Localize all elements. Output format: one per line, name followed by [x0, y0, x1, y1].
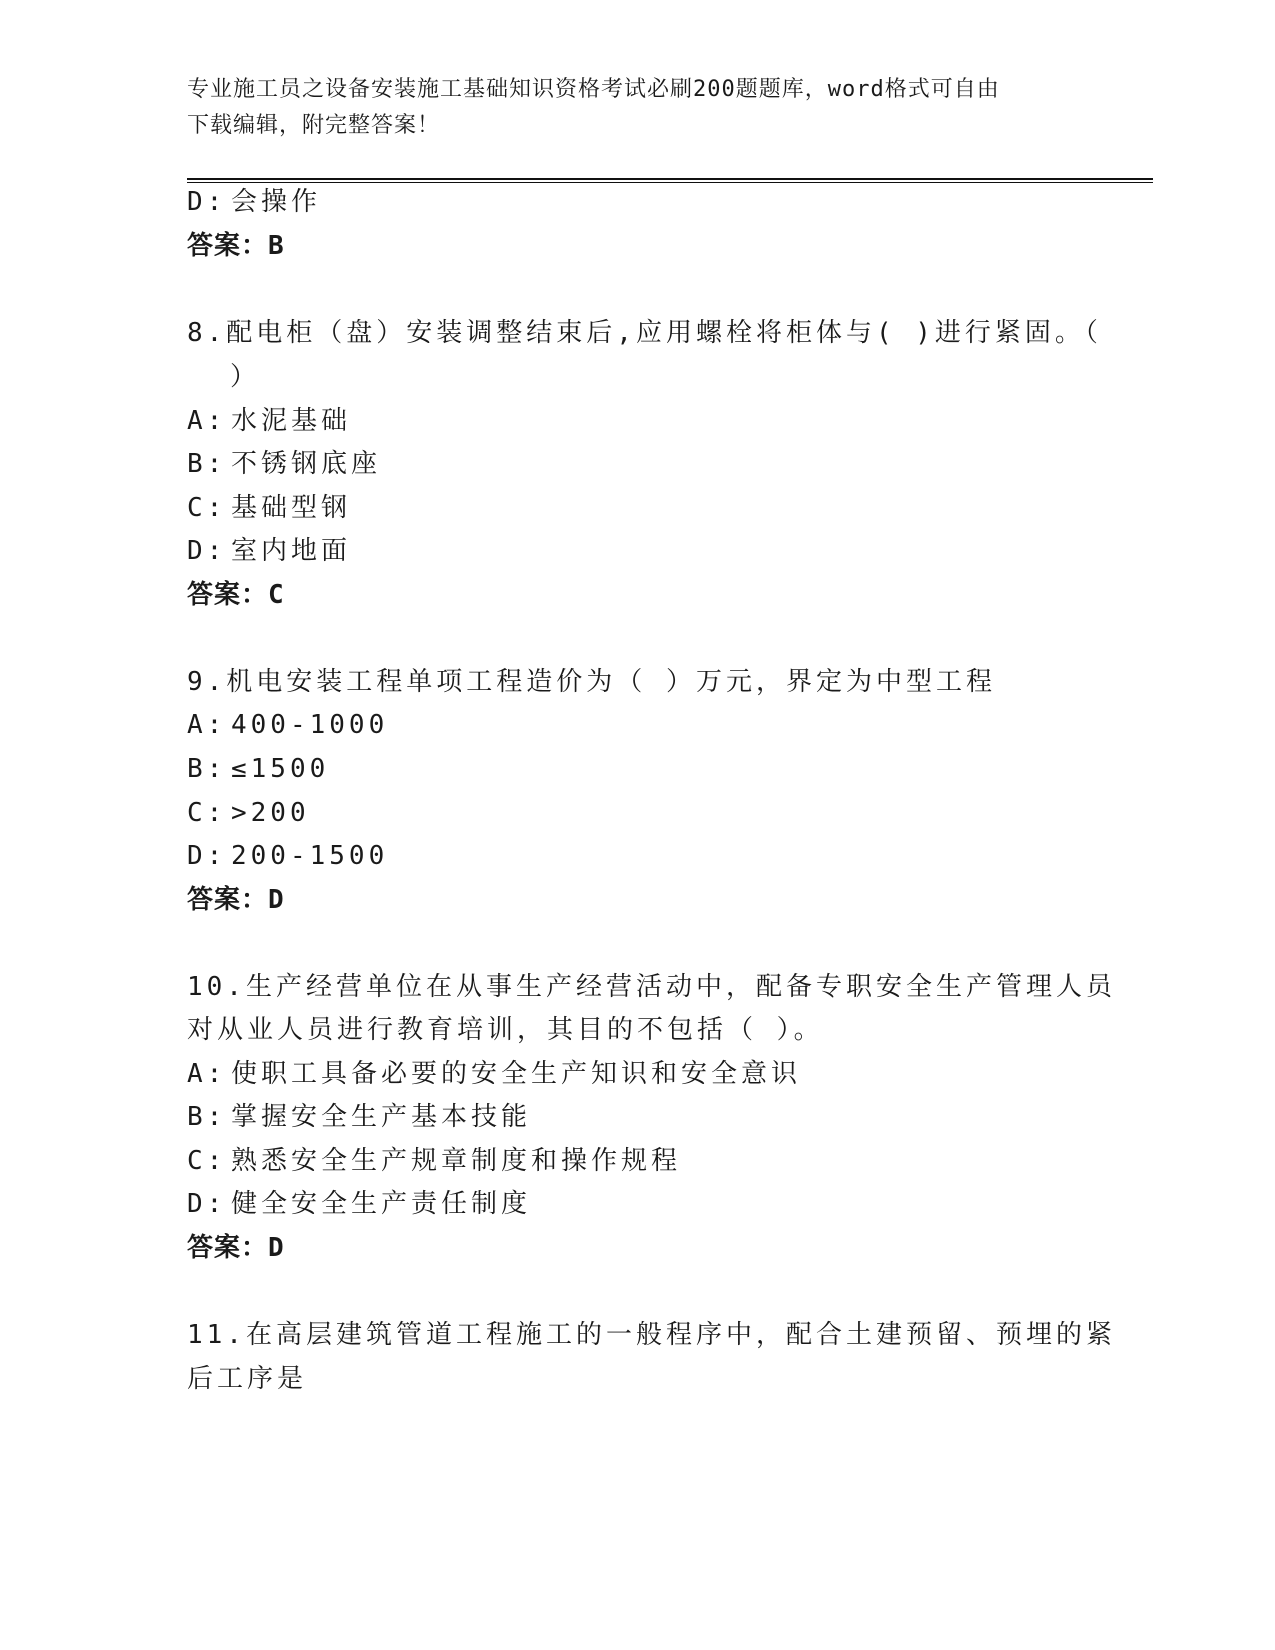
option-label: D: — [187, 187, 227, 217]
option-text: 200-1500 — [231, 841, 389, 871]
q10-stem-line-2: 对从业人员进行教育培训，其目的不包括（ ）。 — [187, 1015, 824, 1045]
option-label: C: — [187, 1146, 227, 1176]
option-text: 室内地面 — [231, 536, 352, 566]
q10-option-c — [187, 1139, 681, 1183]
q9-answer: 答案：D — [187, 885, 285, 915]
q8-option-c — [187, 486, 351, 530]
header-title-line-1: 专业施工员之设备安装施工基础知识资格考试必刷200题题库，word格式可自由 — [187, 77, 1000, 102]
option-label: D: — [187, 1189, 227, 1219]
q11-stem-line-1: 11.在高层建筑管道工程施工的一般程序中，配合土建预留、预埋的紧 — [187, 1320, 1116, 1350]
option-label: B: — [187, 754, 227, 784]
q8-stem-line-1: 8.配电柜（盘）安装调整结束后,应用螺栓将柜体与( )进行紧固。（ — [187, 318, 1102, 348]
option-text: 健全安全生产责任制度 — [231, 1189, 532, 1219]
q10-option-b — [187, 1095, 531, 1139]
q8-option-b — [187, 442, 381, 486]
option-label: A: — [187, 1059, 227, 1089]
option-label: C: — [187, 493, 227, 523]
option-label: D: — [187, 536, 227, 566]
q11-stem-line-2: 后工序是 — [187, 1364, 308, 1394]
q9-stem-line-1: 9.机电安装工程单项工程造价为（ ）万元，界定为中型工程 — [187, 667, 996, 697]
q10-answer: 答案：D — [187, 1233, 285, 1263]
option-text: >200 — [231, 798, 310, 828]
option-text: 400-1000 — [231, 710, 389, 740]
option-text: 会操作 — [231, 187, 322, 217]
q9-option-a — [187, 703, 388, 747]
option-text: 水泥基础 — [231, 406, 352, 436]
option-text: 使职工具备必要的安全生产知识和安全意识 — [231, 1059, 802, 1089]
option-label: A: — [187, 406, 227, 436]
q9-option-c — [187, 791, 310, 835]
option-label: A: — [187, 710, 227, 740]
option-text: 基础型钢 — [231, 493, 352, 523]
q7-option-d — [187, 180, 321, 224]
q7-answer: 答案：B — [187, 231, 285, 261]
option-label: C: — [187, 798, 227, 828]
option-text: 不锈钢底座 — [231, 449, 382, 479]
q9-option-d — [187, 834, 388, 878]
option-text: 熟悉安全生产规章制度和操作规程 — [231, 1146, 682, 1176]
option-text: 掌握安全生产基本技能 — [231, 1102, 532, 1132]
header-divider — [187, 178, 1153, 183]
header-title-line-2: 下载编辑，附完整答案！ — [187, 113, 441, 138]
option-text: ≤1500 — [231, 754, 330, 784]
q8-option-a — [187, 399, 351, 443]
q8-answer: 答案：C — [187, 580, 285, 610]
q10-stem-line-1: 10.生产经营单位在从事生产经营活动中，配备专职安全生产管理人员 — [187, 972, 1116, 1002]
q10-option-d — [187, 1182, 531, 1226]
option-label: B: — [187, 1102, 227, 1132]
q8-stem-line-2: ） — [230, 362, 261, 392]
q9-option-b — [187, 747, 329, 791]
option-label: D: — [187, 841, 227, 871]
q8-option-d — [187, 529, 351, 573]
document-header — [187, 72, 1067, 144]
option-label: B: — [187, 449, 227, 479]
q10-option-a — [187, 1052, 801, 1096]
